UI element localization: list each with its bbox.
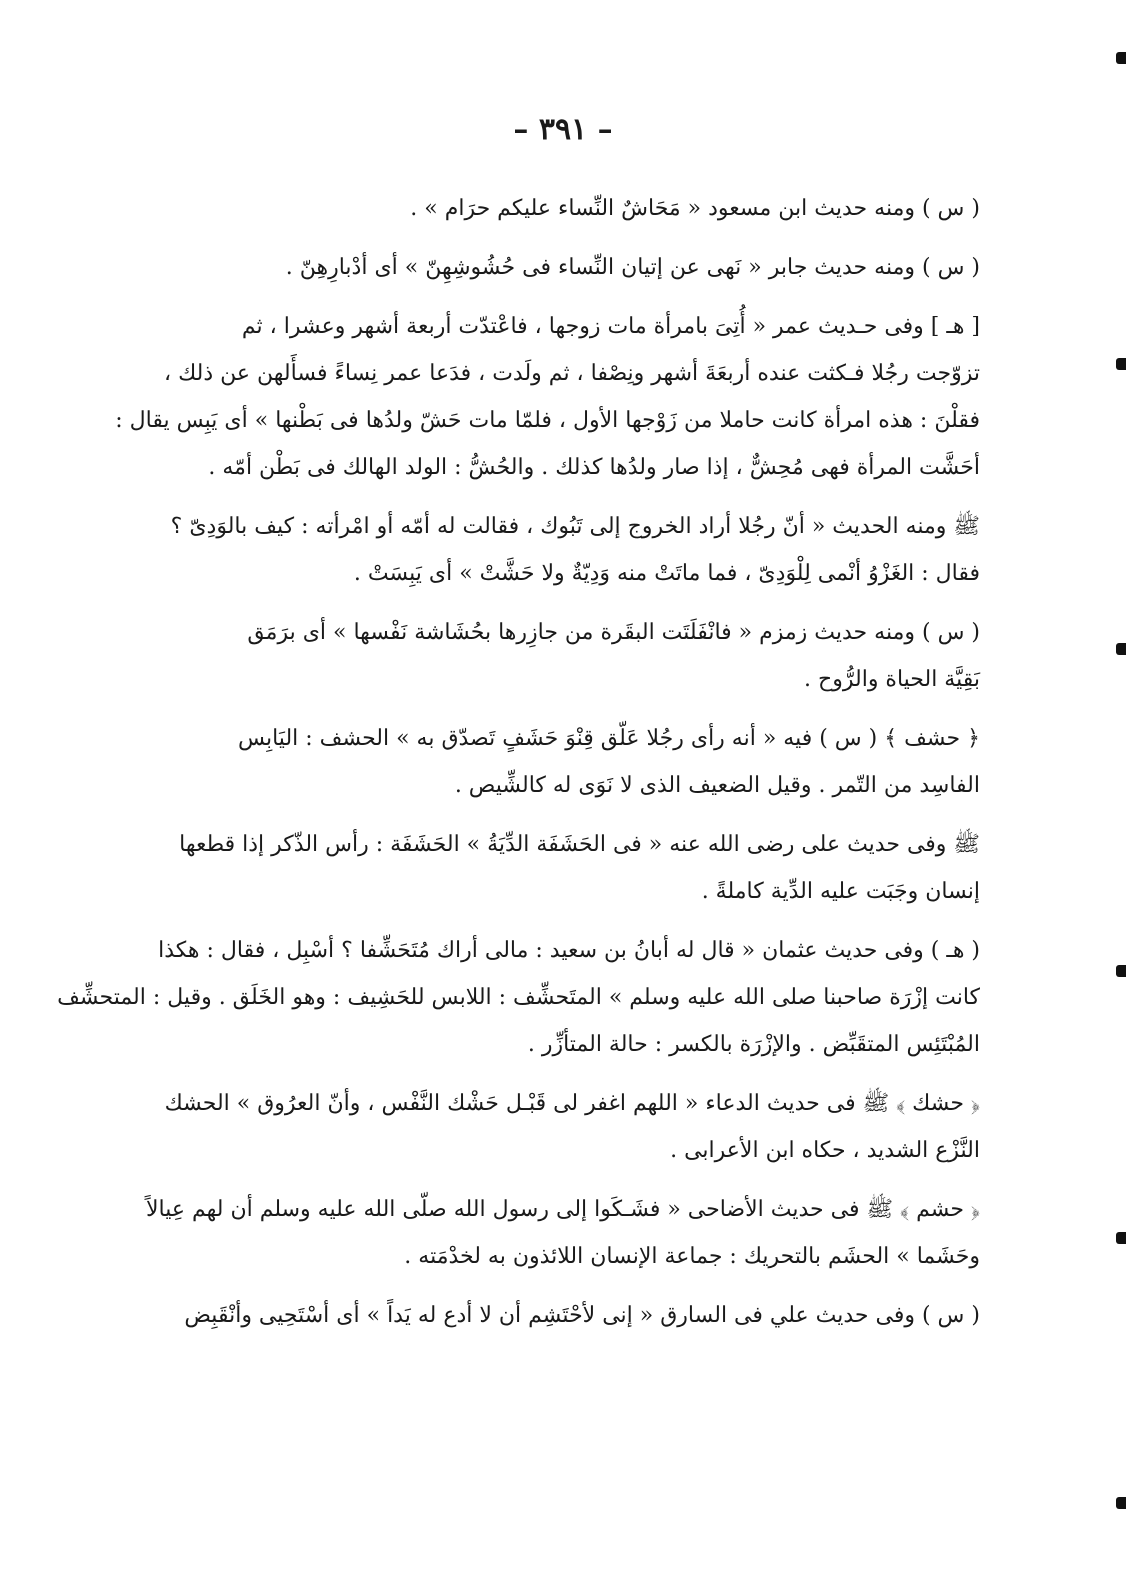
- edge-mark: [1116, 1232, 1126, 1244]
- entry-line: ﴿ حشف ﴾ ( س ) فيه « أنه رأى رجُلا عَلّق قِنْوَ حَشَفٍ تَصدّق به » الحشف : اليَابِس: [237, 726, 980, 751]
- entry-line: الفاسِد من التّمر . وقيل الضعيف الذى لا نَوَى له كالشِّيص .: [454, 773, 980, 798]
- entry-line: ( س ) ومنه حديث ابن مسعود « مَحَاشٌ النِّساء عليكم حرَام » .: [410, 196, 980, 221]
- entry-line: فقلْنَ : هذه امرأة كانت حاملا من زَوْجها الأول ، فلمّا مات حَشّ ولدُها فى بَطْنها » أى يَبِس يقال :: [115, 408, 980, 433]
- entry-line: ﷺ وفى حديث على رضى الله عنه « فى الحَشَفَة الدِّيَةُ » الحَشَفَة : رأس الذّكر إذا قطعها: [179, 832, 980, 857]
- dictionary-entry: [165, 1292, 980, 1339]
- entry-line: إنسان وجَبَت عليه الدِّية كاملةً .: [701, 879, 980, 904]
- entry-line: فقال : الغَزْوُ أنْمى لِلْوَدِىّ ، فما ماتَتْ منه وَدِيّةٌ ولا حَشَّتْ » أى يَبِسَتْ .: [353, 561, 980, 586]
- edge-mark: [1116, 358, 1126, 370]
- dictionary-entry: [165, 244, 980, 291]
- dictionary-entry: [115, 303, 980, 491]
- entry-line: ﴿ حشك ﴾ ﷺ فى حديث الدعاء « اللهم اغفر لى قَبْـل حَشْك النَّفْس ، وأنّ العرُوق » الحشك: [164, 1091, 980, 1116]
- entry-line: المُبْتَئِس المتقَبِّض . والإزْرَة بالكسر : حالة المتأزِّر .: [527, 1032, 980, 1057]
- edge-mark: [1116, 965, 1126, 977]
- edge-mark: [1116, 643, 1126, 655]
- dictionary-entry: [57, 927, 980, 1068]
- edge-mark: [1116, 52, 1126, 64]
- entry-line: ﴿ حشم ﴾ ﷺ فى حديث الأضاحى « فشَـكَوا إلى رسول الله صلّى الله عليه وسلم أن لهم عِيالاً: [145, 1197, 980, 1222]
- entry-line: ( س ) وفى حديث علي فى السارق « إنى لأحْتَشِم أن لا أدع له يَداً » أى أسْتَحِيى وأنْقَبِض: [184, 1303, 980, 1328]
- entry-line: ( س ) ومنه حديث زمزم « فانْفَلَتَت البقَرة من جازِرها بحُشَاشة نَفْسها » أى برَمَق: [247, 620, 980, 645]
- entry-line: بَقِيَّة الحياة والرُّوح .: [804, 667, 980, 692]
- entry-line: وحَشَما » الحشَم بالتحريك : جماعة الإنسان اللائذون به لخدْمَته .: [404, 1244, 980, 1269]
- entry-line: كانت إزْرَة صاحبنا صلى الله عليه وسلم » المتَحشِّف : اللابس للحَشِيف : وهو الخَلَق . وقيل : المتحشِّف: [57, 985, 980, 1010]
- dictionary-entry: [165, 715, 980, 809]
- dictionary-text-column: [57, 185, 980, 1351]
- entry-line: أحَشَّت المرأة فهى مُحِشٌّ ، إذا صار ولدُها كذلك . والحُشُّ : الولد الهالك فى بَطْن أمّه .: [208, 455, 980, 480]
- page-number: – ٣٩١ –: [513, 112, 613, 147]
- edge-mark: [1116, 1497, 1126, 1509]
- entry-line: تزوّجت رجُلا فـكثت عنده أربعَةَ أشهر ونِصْفا ، ثم ولَدت ، فدَعا عمر نِساءً فسأَلهن عن ذلك ،: [164, 361, 980, 386]
- dictionary-entry: [145, 1186, 980, 1280]
- dictionary-entry: [165, 503, 980, 597]
- dictionary-entry: [165, 609, 980, 703]
- dictionary-entry: [165, 1080, 980, 1174]
- entry-line: ( س ) ومنه حديث جابر « نَهى عن إتيان النِّساء فى حُشُوشِهِنّ » أى أدْبارِهِنّ .: [285, 255, 980, 280]
- entry-line: ( هـ ) وفى حديث عثمان « قال له أبانُ بن سعيد : مالى أراك مُتَحَشِّفا ؟ أسْبِل ، فقال : هكذا: [158, 938, 980, 963]
- entry-line: ﷺ ومنه الحديث « أنّ رجُلا أراد الخروج إلى تَبُوك ، فقالت له أمّه أو امْرأته : كيف بالوَدِىّ ؟: [170, 514, 980, 539]
- dictionary-entry: [165, 821, 980, 915]
- dictionary-entry: [165, 185, 980, 232]
- entry-line: [ هـ ] وفى حـديث عمر « أُتِىَ بامرأة مات زوجها ، فاعْتدّت أربعة أشهر وعشرا ، ثم: [241, 314, 980, 339]
- entry-line: النَّزْع الشديد ، حكاه ابن الأعرابى .: [670, 1138, 980, 1163]
